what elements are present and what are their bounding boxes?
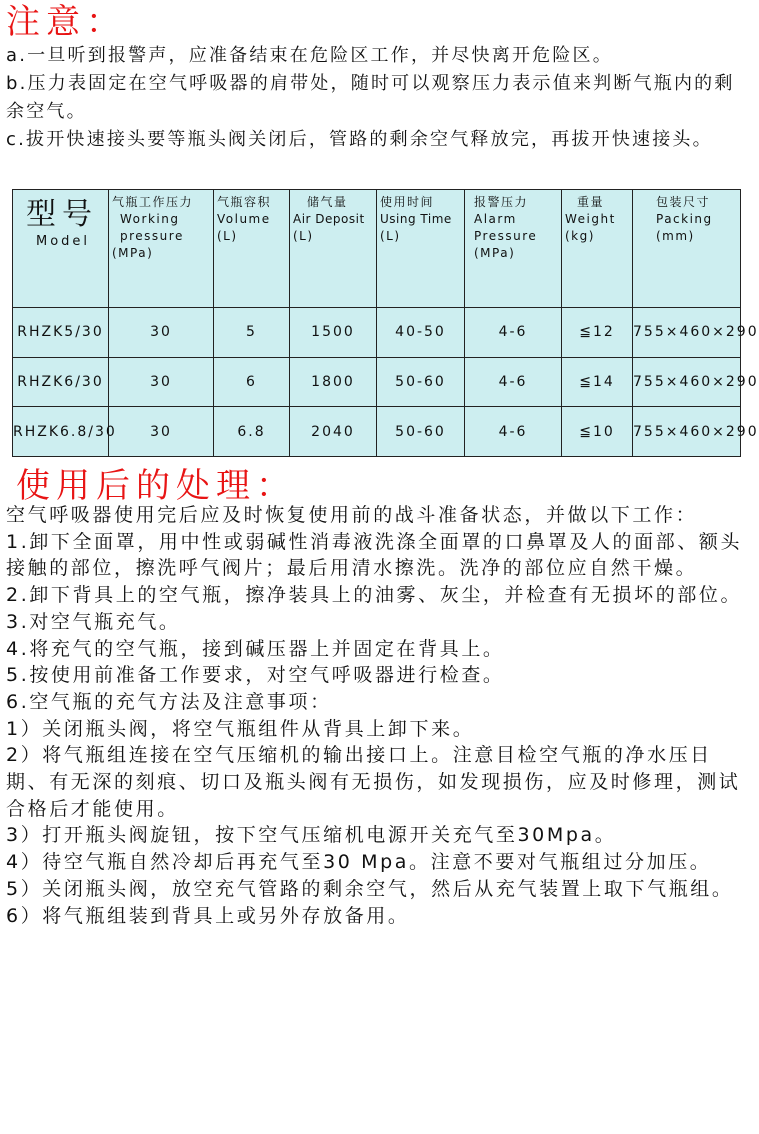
header-weight-en: Weight [565,212,616,226]
header-volume-unit: (L) [217,229,238,243]
cell-weight: ≦12 [562,308,633,358]
cell-weight: ≦14 [562,357,633,407]
cell-pressure: 30 [109,357,214,407]
header-pressure-cn: 气瓶工作压力 [112,195,194,209]
after-use-intro: 空气呼吸器使用完后应及时恢复使用前的战斗准备状态，并做以下工作： [6,504,698,526]
header-volume [214,190,290,308]
header-alarm-unit: (MPa) [474,246,516,260]
header-packing-en: Packing [656,212,713,226]
cell-alarm: 4-6 [465,357,562,407]
header-deposit-cn: 储气量 [307,195,348,209]
cell-volume: 6.8 [214,407,290,457]
notice-item-c: c.拔开快速接头要等瓶头阀关闭后，管路的剩余空气释放完，再拔开快速接头。 [6,129,713,150]
header-time-unit: (L) [380,229,401,243]
notice-item-a: a.一旦听到报警声，应准备结束在危险区工作，并尽快离开危险区。 [6,45,613,66]
cell-alarm: 4-6 [465,308,562,358]
header-volume-cn: 气瓶容积 [217,195,272,209]
cell-alarm: 4-6 [465,407,562,457]
cell-time: 50-60 [377,357,465,407]
cell-model: RHZK6/30 [13,357,109,407]
after-use-list [6,502,746,929]
header-alarm [465,190,562,308]
notice-item-b: b.压力表固定在空气呼吸器的肩带处，随时可以观察压力表示值来判断气瓶内的剩余空气。 [6,73,735,122]
header-packing-cn: 包装尺寸 [656,195,711,209]
cell-packing: 755×460×290 [633,357,741,407]
header-deposit-unit: (L) [293,229,314,243]
header-volume-en: Volume [217,212,271,226]
cell-time: 40-50 [377,308,465,358]
header-pressure-en1: Working [120,212,180,226]
header-alarm-en2: Pressure [474,229,538,243]
after-use-step-1: 1.卸下全面罩，用中性或弱碱性消毒液洗涤全面罩的口鼻罩及人的面部、额头接触的部位，擦洗呼气阀片；最后用清水擦洗。洗净的部位应自然干燥。 [6,530,743,580]
charge-step-4: 4）待空气瓶自然冷却后再充气至30 Mpa。注意不要对气瓶组过分加压。 [6,851,712,874]
charge-step-6: 6）将气瓶组装到背具上或另外存放备用。 [6,904,410,927]
header-model-cn: 型号 [26,197,98,232]
cell-volume: 5 [214,308,290,358]
table-row [13,407,741,457]
header-pressure-en2: pressure [120,229,184,243]
cell-deposit: 2040 [290,407,377,457]
cell-time: 50-60 [377,407,465,457]
header-pressure [109,190,214,308]
spec-table [12,189,759,457]
header-weight [562,190,633,308]
after-use-step-5: 5.按使用前准备工作要求，对空气呼吸器进行检查。 [6,664,505,687]
cell-volume: 6 [214,357,290,407]
after-use-step-3: 3.对空气瓶充气。 [6,610,181,633]
cell-packing: 755×460×290 [633,407,741,457]
header-alarm-en1: Alarm [474,212,517,226]
header-pressure-unit: (MPa) [112,246,154,260]
cell-model: RHZK5/30 [13,308,109,358]
header-deposit-en: Air Deposit [293,212,365,226]
header-model [13,190,109,308]
header-packing-unit: (mm) [656,229,695,243]
after-use-title: 使用后的处理： [16,466,296,506]
table-row [13,308,741,358]
header-packing [633,190,741,308]
after-use-step-2: 2.卸下背具上的空气瓶，擦净装具上的油雾、灰尘，并检查有无损坏的部位。 [6,584,743,607]
header-deposit [290,190,377,308]
spec-table-header [13,190,741,308]
header-time [377,190,465,308]
charge-step-1: 1）关闭瓶头阀，将空气瓶组件从背具上卸下来。 [6,717,475,740]
cell-weight: ≦10 [562,407,633,457]
header-model-en: Model [36,234,91,249]
cell-deposit: 1800 [290,357,377,407]
cell-deposit: 1500 [290,308,377,358]
header-alarm-cn: 报警压力 [474,195,529,209]
charge-step-2: 2）将气瓶组连接在空气压缩机的输出接口上。注意目检空气瓶的净水压日期、有无深的刻痕、切口及瓶头阀有无损伤，如发现损伤，应及时修理，测试合格后才能使用。 [6,744,741,820]
cell-packing: 755×460×290 [633,308,741,358]
cell-pressure: 30 [109,308,214,358]
header-weight-cn: 重量 [577,195,605,209]
after-use-step-4: 4.将充气的空气瓶，接到碱压器上并固定在背具上。 [6,637,505,660]
notice-list [6,42,746,154]
cell-model: RHZK6.8/30 [13,407,109,457]
notice-title: 注意： [6,2,126,42]
after-use-step-6: 6.空气瓶的充气方法及注意事项： [6,690,332,713]
header-weight-unit: (kg) [565,229,595,243]
table-row [13,357,741,407]
charge-step-5: 5）关闭瓶头阀，放空充气管路的剩余空气，然后从充气装置上取下气瓶组。 [6,877,734,900]
charge-step-3: 3）打开瓶头阀旋钮，按下空气压缩机电源开关充气至30Mpa。 [6,824,617,847]
header-time-en: Using Time [380,212,452,226]
cell-pressure: 30 [109,407,214,457]
header-time-cn: 使用时间 [380,195,435,209]
